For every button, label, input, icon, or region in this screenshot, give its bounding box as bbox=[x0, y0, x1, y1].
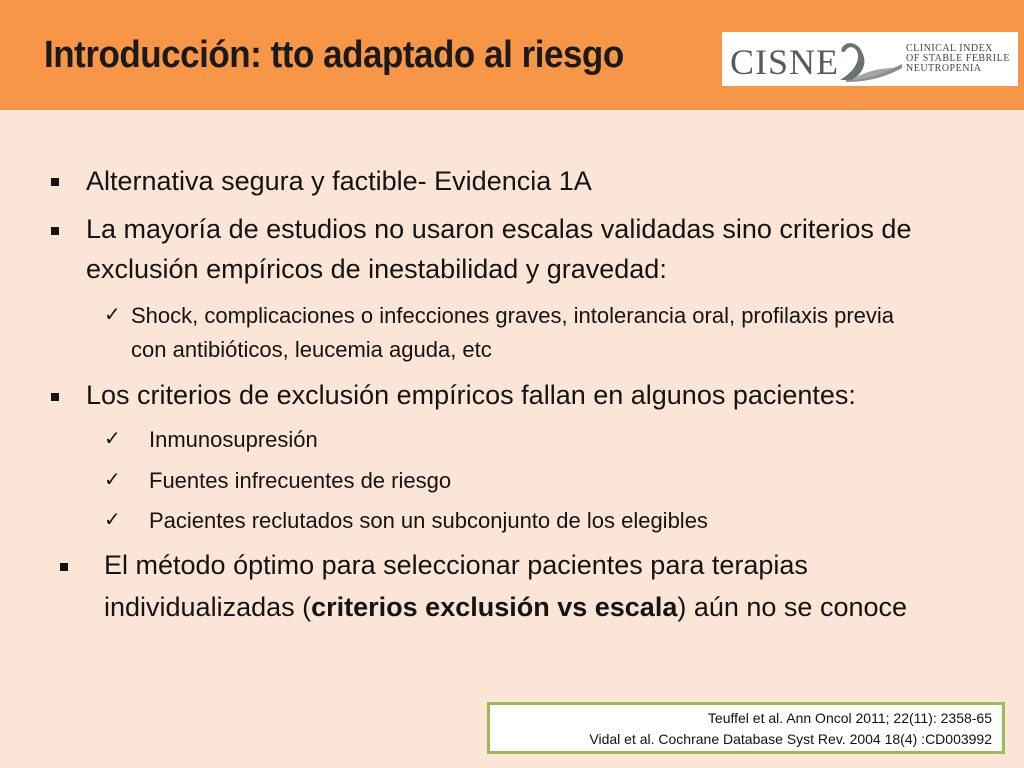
bullet-square-icon bbox=[60, 563, 68, 571]
reference-vidal: Vidal et al. Cochrane Database Syst Rev. 2004 18(4) :CD003992 bbox=[589, 731, 992, 747]
bullet-square-icon bbox=[51, 178, 59, 186]
bullet-square-icon bbox=[51, 393, 59, 401]
subitem-pacientes: Pacientes reclutados son un subconjunto de los elegibles bbox=[149, 508, 708, 533]
subitem-shock-line-1: Shock, complicaciones o infecciones graves, intolerancia oral, profilaxis previa bbox=[131, 303, 895, 328]
title-bar bbox=[0, 0, 1024, 110]
subitem-fuentes: Fuentes infrecuentes de riesgo bbox=[149, 468, 452, 493]
bullet-2-line-1: La mayoría de estudios no usaron escalas validadas sino criterios de bbox=[86, 214, 912, 244]
logo-subtitle-line: OF STABLE FEBRILE bbox=[906, 53, 1010, 64]
checkmark-icon: ✓ bbox=[104, 507, 121, 531]
bullet-square-icon bbox=[51, 227, 59, 235]
bullet-3-text: Los criterios de exclusión empíricos fallan en algunos pacientes: bbox=[86, 380, 856, 410]
bullet-4-line-2-start: individualizadas ( bbox=[104, 592, 312, 622]
logo-subtitle bbox=[906, 44, 1010, 74]
subitem-inmunosupresion: Inmunosupresión bbox=[149, 427, 318, 452]
checkmark-icon: ✓ bbox=[104, 426, 121, 450]
checkmark-icon: ✓ bbox=[104, 302, 121, 326]
bullet-4-line-1: El método óptimo para seleccionar pacientes para terapias bbox=[104, 550, 808, 580]
logo-wordmark: CISNE bbox=[730, 42, 840, 82]
reference-teuffel: Teuffel et al. Ann Oncol 2011; 22(11): 2358-65 bbox=[707, 710, 992, 726]
checkmark-icon: ✓ bbox=[104, 467, 121, 491]
swan-icon bbox=[832, 34, 904, 84]
subitem-shock-line-2: con antibióticos, leucemia aguda, etc bbox=[131, 337, 492, 362]
references-box bbox=[487, 702, 1005, 754]
slide-title: Introducción: tto adaptado al riesgo bbox=[44, 34, 624, 76]
bullet-4-bold-phrase: criterios exclusión vs escala bbox=[311, 592, 678, 622]
bullet-1-text: Alternativa segura y factible- Evidencia 1A bbox=[86, 166, 592, 196]
bullet-4-line-2 bbox=[104, 592, 907, 623]
logo-subtitle-line: NEUTROPENIA bbox=[906, 63, 982, 74]
bullet-4-line-2-end: ) aún no se conoce bbox=[677, 592, 908, 622]
logo-subtitle-line: CLINICAL INDEX bbox=[906, 43, 993, 54]
bullet-2-line-2: exclusión empíricos de inestabilidad y gravedad: bbox=[86, 254, 667, 284]
cisne-logo bbox=[722, 32, 1018, 86]
